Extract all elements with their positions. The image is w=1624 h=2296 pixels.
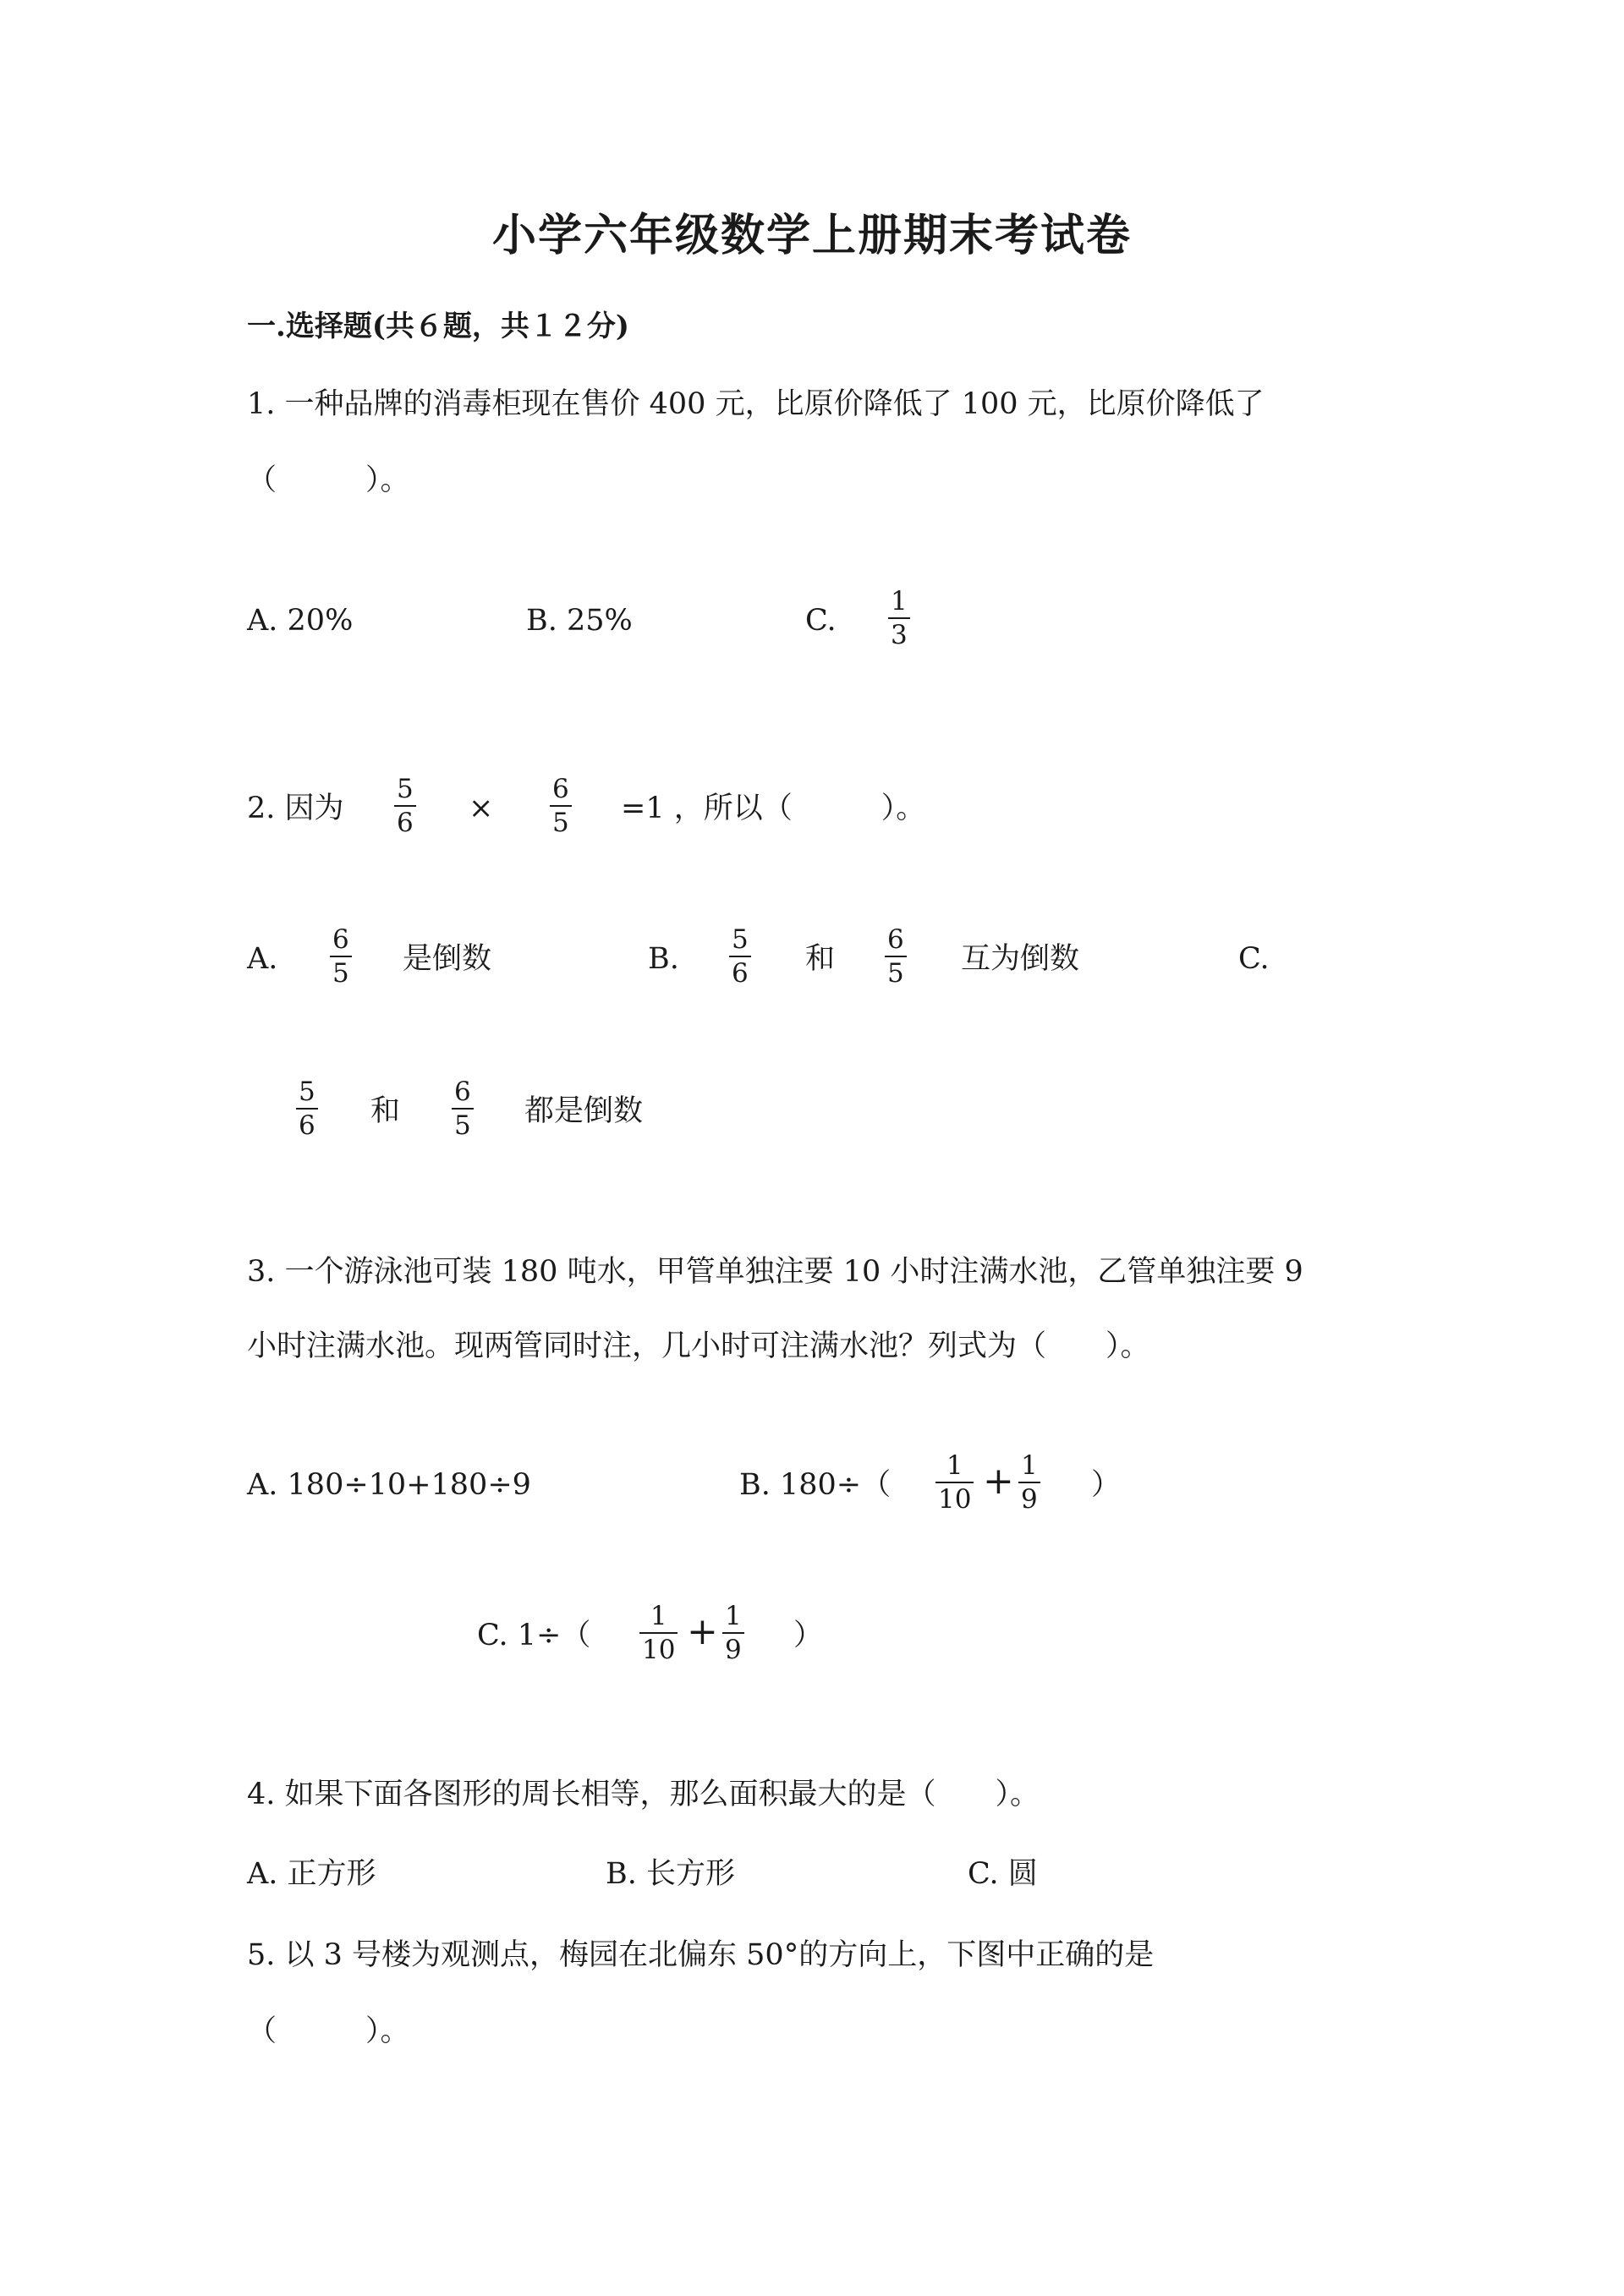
fraction-bar	[639, 1632, 678, 1634]
denominator: 6	[397, 808, 414, 838]
section-heading: 一.选择题(共６题，共１２分)	[247, 310, 630, 343]
question-text: 小时注满水池。现两管同时注，几小时可注满水池？列式为（ ）。	[247, 1329, 1150, 1363]
fraction	[888, 586, 910, 650]
fraction	[1018, 1450, 1040, 1515]
option-text: 互为倒数	[961, 942, 1080, 976]
option-b[interactable]: B. 长方形	[606, 1857, 735, 1891]
fraction	[722, 1601, 744, 1665]
option-text: 都是倒数	[524, 1094, 644, 1128]
denominator: 5	[332, 958, 349, 989]
option-c[interactable]: C.	[805, 604, 837, 638]
option-text: B. 180÷（	[739, 1468, 892, 1502]
denominator: 9	[725, 1635, 742, 1665]
times-sign: ×	[469, 792, 494, 825]
plus-sign: +	[687, 1610, 718, 1653]
fraction-bar	[722, 1632, 744, 1634]
question-text: （ ）。	[247, 463, 410, 497]
option-text: ）	[793, 1619, 824, 1652]
fraction	[394, 774, 416, 838]
fraction-bar	[394, 805, 416, 807]
denominator: 9	[1021, 1484, 1038, 1515]
fraction	[885, 924, 907, 989]
fraction-bar	[885, 956, 907, 957]
option-a[interactable]: A. 正方形	[247, 1857, 376, 1891]
fraction-bar	[888, 617, 910, 619]
fraction-bar	[550, 805, 572, 807]
question-text: 1. 一种品牌的消毒柜现在售价 400 元，比原价降低了 100 元，比原价降低了	[247, 387, 1265, 421]
option-label: B.	[648, 942, 679, 976]
fraction	[296, 1077, 318, 1141]
numerator: 1	[946, 1450, 963, 1481]
denominator: 5	[887, 958, 904, 989]
fraction-bar	[296, 1108, 318, 1110]
option-text: ）	[1091, 1468, 1122, 1502]
numerator: 6	[887, 924, 904, 955]
question-text: （ ）。	[247, 2014, 410, 2048]
question-text: 3. 一个游泳池可装 180 吨水，甲管单独注要 10 小时注满水池，乙管单独注要 9	[247, 1255, 1303, 1289]
numerator: 1	[650, 1601, 667, 1631]
fraction	[639, 1601, 678, 1665]
numerator: 5	[732, 924, 749, 955]
option-text: C. 1÷（	[477, 1619, 591, 1652]
fraction-bar	[729, 956, 751, 957]
denominator: 10	[642, 1635, 676, 1665]
fraction	[330, 924, 352, 989]
denominator: 10	[938, 1484, 972, 1515]
fraction-bar	[1018, 1482, 1040, 1483]
page-title: 小学六年级数学上册期末考试卷	[491, 210, 1132, 261]
fraction-bar	[935, 1482, 974, 1483]
option-a[interactable]: A. 20%	[247, 604, 354, 638]
and-text: 和	[370, 1094, 401, 1128]
numerator: 1	[891, 586, 908, 616]
numerator: 6	[332, 924, 349, 955]
fraction	[550, 774, 572, 838]
numerator: 6	[552, 774, 569, 804]
denominator: 6	[732, 958, 749, 989]
option-b[interactable]: B. 25%	[526, 604, 633, 638]
question-text: 2. 因为	[247, 792, 344, 825]
fraction	[935, 1450, 974, 1515]
numerator: 6	[454, 1077, 471, 1107]
question-text: 5. 以 3 号楼为观测点，梅园在北偏东 50°的方向上，下图中正确的是	[247, 1938, 1155, 1972]
option-text: 是倒数	[403, 942, 492, 976]
question-text: 4. 如果下面各图形的周长相等，那么面积最大的是（ ）。	[247, 1778, 1040, 1811]
option-label: C.	[1238, 942, 1270, 976]
question-text: =1 ，所以（ ）。	[621, 792, 926, 825]
denominator: 3	[891, 620, 908, 650]
option-a[interactable]: A. 180÷10+180÷9	[247, 1468, 531, 1502]
denominator: 5	[552, 808, 569, 838]
fraction	[452, 1077, 474, 1141]
numerator: 5	[299, 1077, 315, 1107]
fraction-bar	[330, 956, 352, 957]
numerator: 1	[1021, 1450, 1038, 1481]
and-text: 和	[805, 942, 836, 976]
fraction	[729, 924, 751, 989]
fraction-bar	[452, 1108, 474, 1110]
option-label: A.	[247, 942, 278, 976]
plus-sign: +	[983, 1460, 1014, 1503]
denominator: 6	[299, 1110, 315, 1141]
numerator: 5	[397, 774, 414, 804]
denominator: 5	[454, 1110, 471, 1141]
option-c[interactable]: C. 圆	[968, 1857, 1038, 1891]
numerator: 1	[725, 1601, 742, 1631]
